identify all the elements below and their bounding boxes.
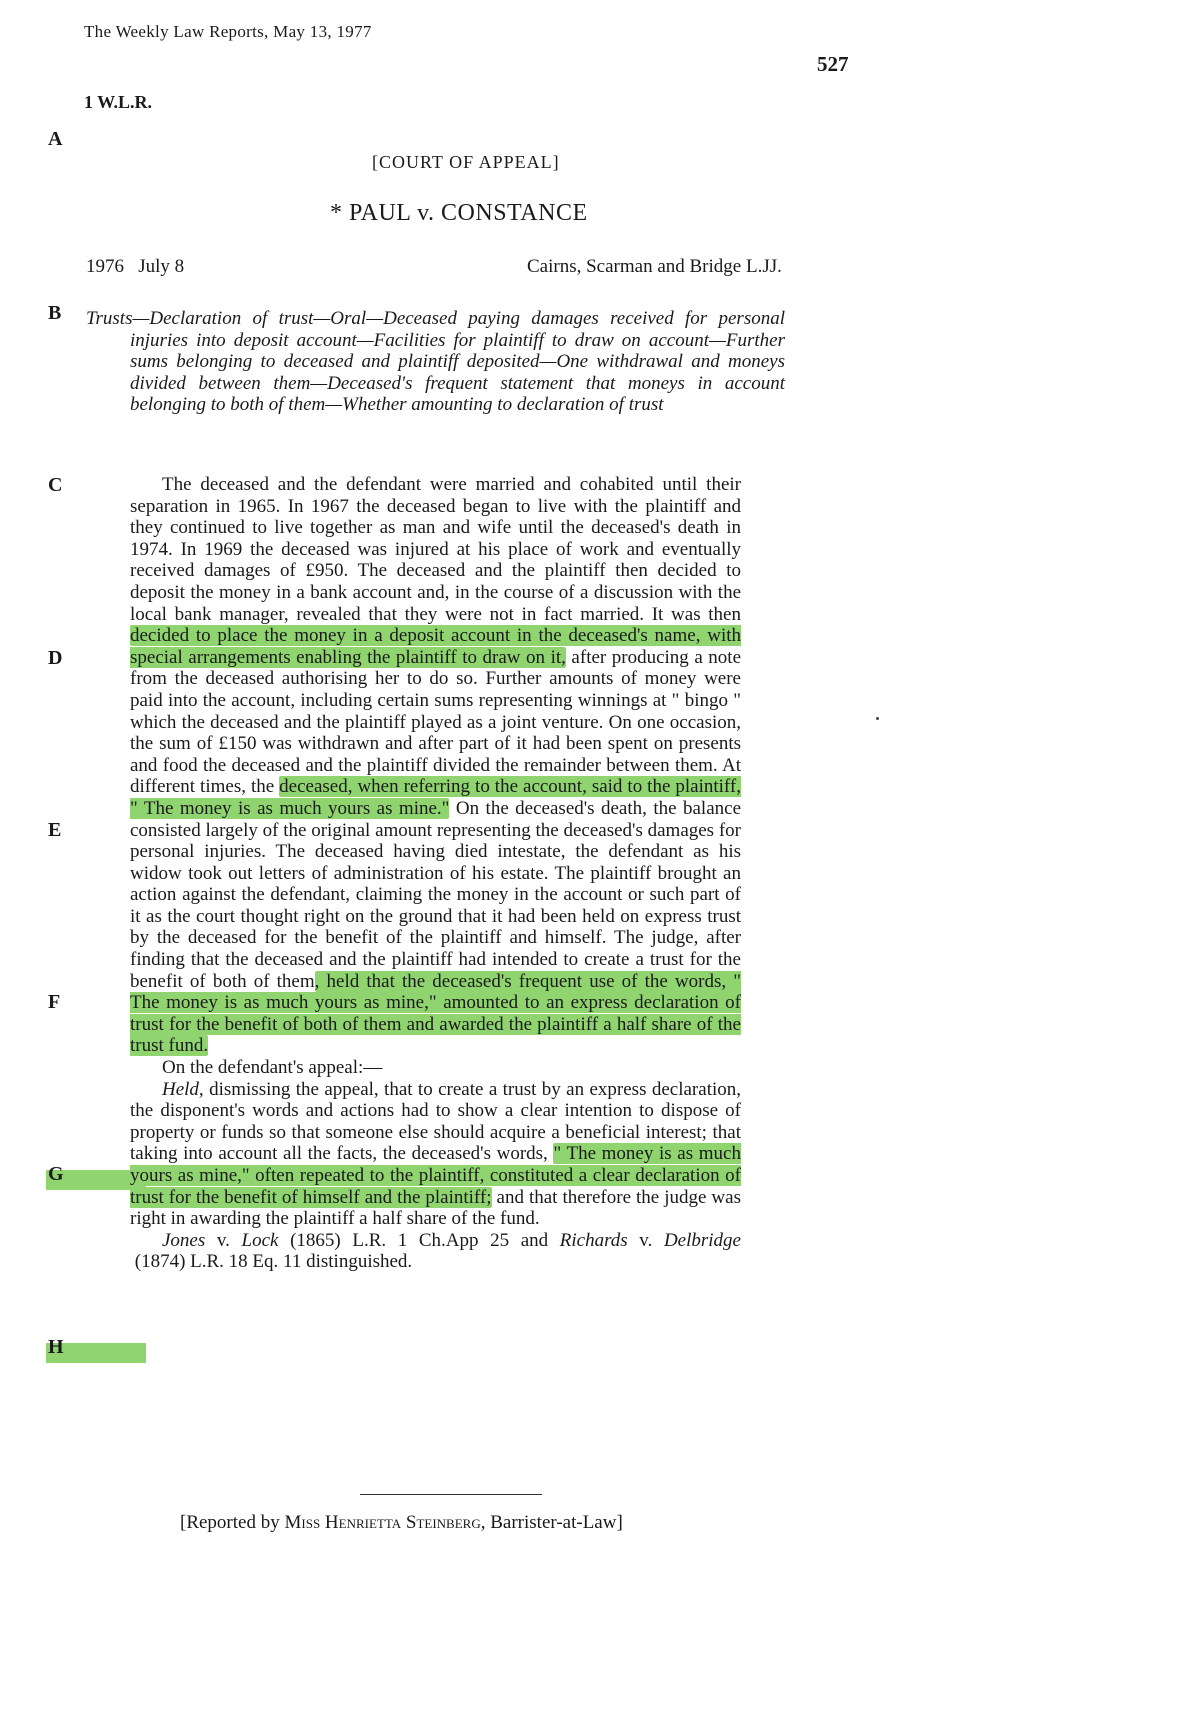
highlight-judge-holding: , held that the deceased's frequent use of the words, " The money is as much yours as mine," amounted to an express declaration of trust for the benefit of both of them and awarded the plaintiff a half share of the trust fund. xyxy=(130,970,741,1057)
citation-text: v. xyxy=(627,1229,664,1251)
stray-mark xyxy=(876,717,879,720)
case-date: 1976 July 8 xyxy=(86,256,185,277)
held-text: and that therefore the judge was right in awarding the plaintiff a half share of the fund. xyxy=(130,1186,741,1230)
highlight-declaration: " The money is as much yours as mine," often repeated to the plaintiff, constituted a clear declaration of trust for the benefit of himself and the plaintiff; xyxy=(130,1143,741,1208)
highlight-money-statement: deceased, when referring to the account, said to the plaintiff, " The money is as much yours as mine." xyxy=(130,776,741,819)
margin-letter-f: F xyxy=(48,991,61,1013)
reporter-prefix: [Reported by xyxy=(180,1512,285,1533)
margin-letter-h: H xyxy=(48,1336,64,1358)
judges: Cairns, Scarman and Bridge L.JJ. xyxy=(527,256,782,277)
margin-letter-d: D xyxy=(48,647,63,669)
reporter-name: Miss Henrietta Steinberg xyxy=(284,1512,481,1533)
facts-paragraph xyxy=(130,474,741,1057)
running-head: The Weekly Law Reports, May 13, 1977 xyxy=(84,22,372,41)
facts-text: On the deceased's death, the balance consisted largely of the original amount representing the deceased's damages for personal injuries. The deceased having died intestate, the defendant as his widow took out letters of administration of his estate. The plaintiff brought an action against the defendant, claiming the money in the account or such part of it as the court thought right on the ground that it had been held on express trust by the deceased for the benefit of the plaintiff and himself. The judge, after finding that the deceased and the plaintiff had intended to create a trust for the benefit of both of them xyxy=(130,797,741,992)
held-paragraph xyxy=(130,1079,741,1230)
divider-rule xyxy=(360,1494,542,1495)
highlight-bank-arrangement: decided to place the money in a deposit account in the deceased's name, with special arrangements enabling the plaintiff to draw on it, xyxy=(130,625,741,668)
page-number: 527 xyxy=(817,52,849,76)
appeal-intro: On the defendant's appeal:— xyxy=(162,1057,383,1079)
margin-letter-c: C xyxy=(48,474,63,496)
citation-text: (1874) L.R. 18 Eq. 11 distinguished. xyxy=(130,1251,413,1273)
case-title: * PAUL v. CONSTANCE xyxy=(330,200,588,226)
catchwords: Trusts—Declaration of trust—Oral—Deceased paying damages received for personal injuries into deposit account—Facilities for plaintiff to draw on account—Further sums belonging to deceased and plaintiff deposited—One withdrawal and moneys divided between them—Deceased's frequent statement that moneys in account belonging to both of them—Whether amounting to declaration of trust xyxy=(86,308,785,416)
citation-case: Lock xyxy=(241,1229,279,1251)
citation-case: Jones xyxy=(162,1229,206,1251)
margin-letter-b: B xyxy=(48,302,62,324)
citation-case: Richards xyxy=(559,1229,628,1251)
court-name: [COURT OF APPEAL] xyxy=(372,152,560,172)
facts-text: after producing a note from the deceased authorising her to do so. Further amounts of money were paid into the account, including certain sums representing winnings at " bingo " which the deceased and the plaintiff played as a joint venture. On one occasion, the sum of £150 was withdrawn and after part of it had been spent on presents and food the deceased and the plaintiff divided the remainder between them. At different times, the xyxy=(130,646,742,798)
citation-text: v. xyxy=(205,1229,242,1251)
headnote-body xyxy=(130,474,741,1273)
held-label: Held, xyxy=(162,1078,204,1100)
facts-text: The deceased and the defendant were married and cohabited until their separation in 1965. In 1967 the deceased began to live with the plaintiff and they continued to live together as man and wife until the deceased's death in 1974. In 1969 the deceased was injured at his place of work and eventually received damages of £950. The deceased and the plaintiff then decided to deposit the money in a bank account and, in the course of a discussion with the local bank manager, revealed that they were not in fact married. It was then xyxy=(130,474,741,625)
reporter-suffix: , Barrister-at-Law] xyxy=(480,1512,623,1533)
held-text: dismissing the appeal, that to create a trust by an express declaration, the disponent's words and actions had to show a clear intention to dispose of property or funds so that someone else should acquire a beneficial interest; that taking into account all the facts, the deceased's words, xyxy=(130,1078,741,1165)
citations xyxy=(130,1230,741,1273)
margin-letter-g: G xyxy=(48,1163,64,1185)
margin-letter-e: E xyxy=(48,819,62,841)
citation-case: Delbridge xyxy=(663,1229,741,1251)
reporter-line xyxy=(180,1512,623,1534)
citation-text: (1865) L.R. 1 Ch.App 25 and xyxy=(278,1229,560,1251)
report-series: 1 W.L.R. xyxy=(84,92,153,112)
margin-letter-a: A xyxy=(48,128,63,150)
